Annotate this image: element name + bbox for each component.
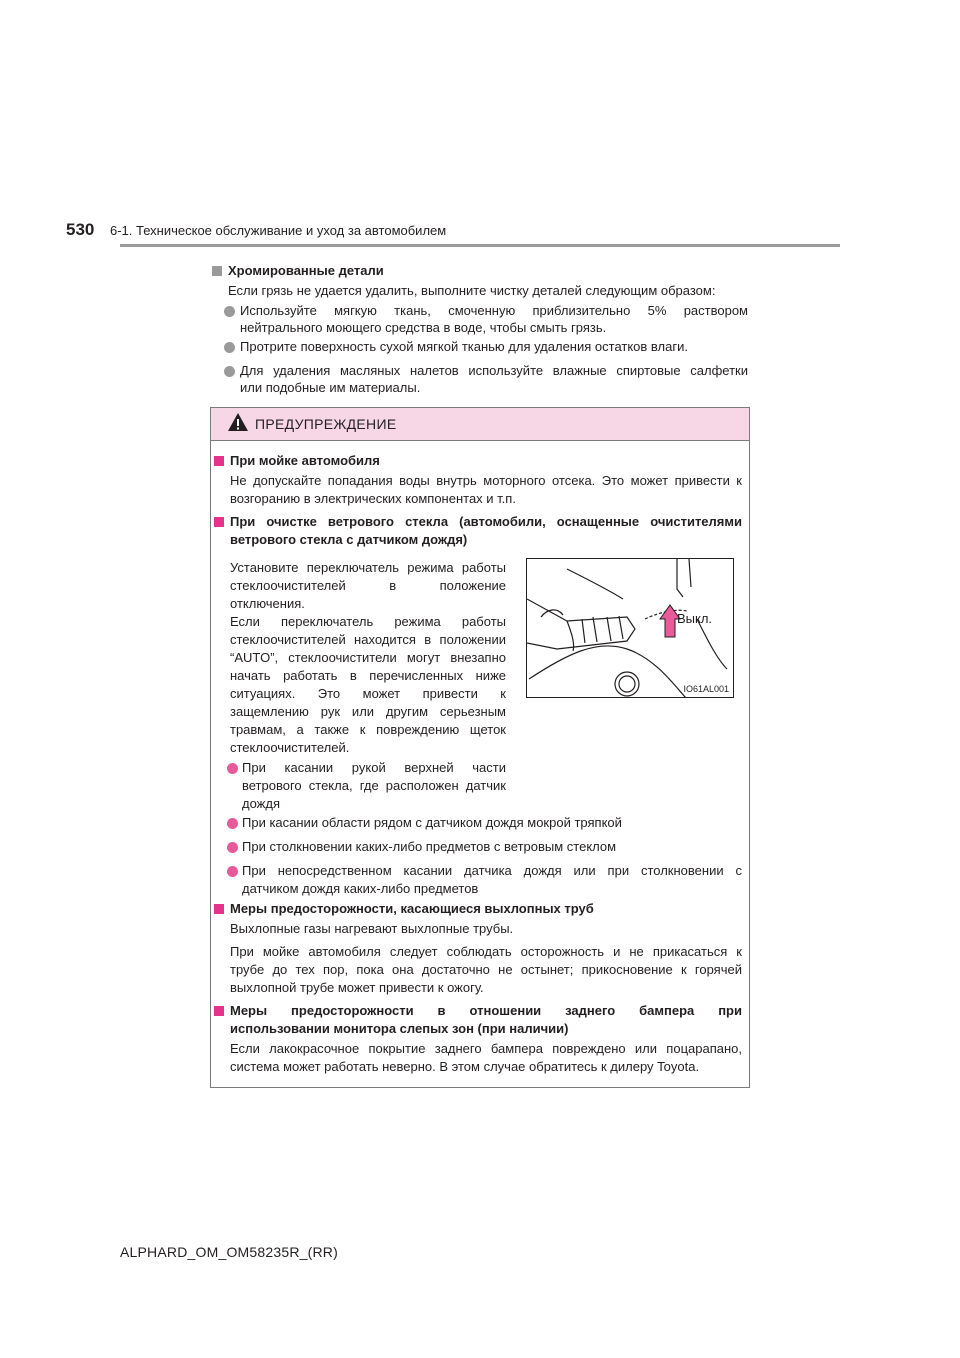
warning-header	[211, 408, 749, 441]
warning-s2-text-line: стеклоочистителей находится в положении	[230, 632, 506, 647]
warning-s3-heading: Меры предосторожности, касающиеся выхлопных труб	[214, 899, 594, 919]
warning-s2-bullet: При столкновении каких-либо предметов с ветровым стеклом	[242, 839, 617, 854]
wiper-lever-drawing	[527, 559, 734, 698]
warning-s2-text-line: “AUTO”, стеклоочистители могут внезапно	[230, 650, 506, 665]
square-bullet-icon	[214, 1006, 224, 1016]
round-bullet-icon	[227, 866, 238, 877]
square-bullet-icon	[212, 266, 222, 276]
warning-s4-line2: система может работать неверно. В этом случае обратитесь к дилеру Toyota.	[230, 1059, 700, 1074]
intro-bullet-1-line1: Используйте мягкую ткань, смоченную приблизительно 5% раствором	[240, 303, 748, 318]
warning-s1-line1: Не допускайте попадания воды внутрь моторного отсека. Это может привести к	[230, 473, 742, 488]
round-bullet-icon	[227, 818, 238, 829]
warning-s2-text-line: Если переключатель режима работы	[230, 614, 506, 629]
warning-s4-heading-line1: Меры предосторожности в отношении заднего бампера при	[214, 1001, 742, 1021]
intro-bullet-3-line2: или подобные им материалы.	[240, 380, 421, 395]
header-rule	[120, 244, 840, 247]
intro-bullet-2: Протрите поверхность сухой мягкой тканью для удаления остатков влаги.	[240, 339, 688, 354]
warning-s2-text-line: стеклоочистителей в положение	[230, 578, 506, 593]
warning-s2-bullet-line1: При непосредственном касании датчика дождя или при столкновении с	[242, 863, 742, 878]
round-bullet-icon	[224, 366, 235, 377]
wiper-switch-illustration	[526, 558, 734, 698]
page-number: 530	[66, 220, 95, 239]
warning-s2-heading-line1: При очистке ветрового стекла (автомобили, оснащенные очистителями	[214, 512, 742, 532]
warning-s1-heading: При мойке автомобиля	[214, 451, 380, 471]
warning-s2-text-line: отключения.	[230, 596, 305, 611]
intro-bullet-3-line1: Для удаления масляных налетов используйте влажные спиртовые салфетки	[240, 363, 748, 378]
warning-s3-p2-line2: трубе до тех пор, пока она достаточно не остынет; прикосновение к горячей	[230, 962, 742, 977]
round-bullet-icon	[224, 306, 235, 317]
warning-s3-p2-line1: При мойке автомобиля следует соблюдать осторожность и не прикасаться к	[230, 944, 742, 959]
warning-s4-line1: Если лакокрасочное покрытие заднего бампера повреждено или поцарапано,	[230, 1041, 742, 1056]
square-bullet-icon	[214, 904, 224, 914]
round-bullet-icon	[224, 342, 235, 353]
intro-heading: Хромированные детали	[212, 261, 384, 281]
figure-label-off: Выкл.	[677, 611, 713, 626]
warning-s2-fig-bullet-line1: При касании рукой верхней части	[242, 760, 506, 775]
warning-triangle-icon	[227, 412, 249, 432]
section-title: 6-1. Техническое обслуживание и уход за автомобилем	[110, 223, 447, 238]
intro-bullet-1-line2: нейтрального моющего средства в воде, чтобы смыть грязь.	[240, 320, 607, 335]
warning-s2-bullet-line2: датчиком дождя каких-либо предметов	[242, 881, 479, 896]
warning-s2-text-line: травмам, а также к повреждению щеток	[230, 722, 506, 737]
document-code: ALPHARD_OM_OM58235R_(RR)	[120, 1244, 338, 1260]
intro-lead: Если грязь не удается удалить, выполните чистку деталей следующим образом:	[228, 283, 716, 298]
square-bullet-icon	[214, 456, 224, 466]
warning-s1-line2: возгоранию в электрических компонентах и т.п.	[230, 491, 516, 506]
warning-label: ПРЕДУПРЕЖДЕНИЕ	[255, 416, 397, 432]
warning-s2-bullet: При касании области рядом с датчиком дождя мокрой тряпкой	[242, 815, 622, 830]
warning-s4-heading-line2: использовании монитора слепых зон (при наличии)	[230, 1021, 569, 1036]
warning-s2-text-line: Установите переключатель режима работы	[230, 560, 506, 575]
figure-code: IO61AL001	[683, 684, 729, 694]
warning-s2-text-line: стеклоочистителей.	[230, 740, 350, 755]
round-bullet-icon	[227, 842, 238, 853]
warning-s2-fig-bullet-line3: дождя	[242, 796, 280, 811]
round-bullet-icon	[227, 763, 238, 774]
warning-s2-heading-line2: ветрового стекла с датчиком дождя)	[230, 532, 468, 547]
warning-s2-text-line: начать работать в перечисленных ниже	[230, 668, 506, 683]
square-bullet-icon	[214, 517, 224, 527]
warning-s2-fig-bullet-line2: ветрового стекла, где расположен датчик	[242, 778, 506, 793]
warning-s2-text-line: ситуациях. Это может привести к	[230, 686, 506, 701]
warning-s3-line1: Выхлопные газы нагревают выхлопные трубы.	[230, 921, 514, 936]
warning-s3-p2-line3: выхлопной трубе может привести к ожогу.	[230, 980, 484, 995]
warning-s2-text-line: защемлению рук или другим серьезным	[230, 704, 506, 719]
